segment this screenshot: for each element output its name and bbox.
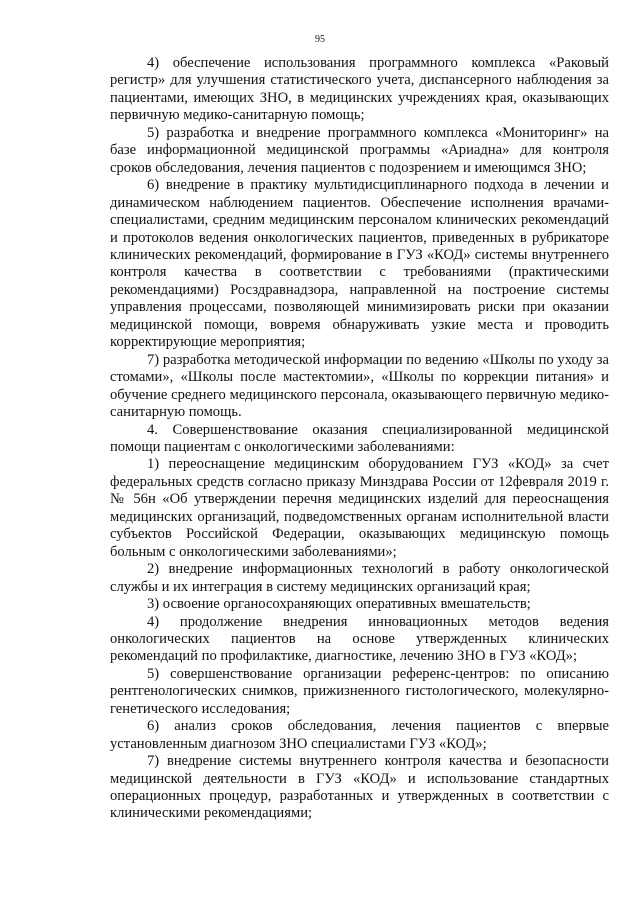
paragraph-item-1-equipment: 1) переоснащение медицинским оборудованием ГУЗ «КОД» за счет федеральных средств согласно приказу Минздрава России от 12февраля 2019 г. № 56н «Об утверждении перечня медицинских изделий для переоснащения медицинских организаций, подведомственных органам исполнительной власти субъектов Российской Федерации, оказывающих медицинскую помощь больным с онкологическими заболеваниями»;: [110, 456, 609, 560]
page-number: 95: [315, 34, 325, 45]
paragraph-item-6-analysis: 6) анализ сроков обследования, лечения пациентов с впервые установленным диагнозом ЗНО специалистами ГУЗ «КОД»;: [110, 718, 609, 752]
paragraph-item-2-it: 2) внедрение информационных технологий в работу онкологической службы и их интеграция в систему медицинских организаций края;: [110, 561, 609, 595]
document-body: [110, 55, 609, 823]
section-heading-4: 4. Совершенствование оказания специализированной медицинской помощи пациентам с онкологическими заболеваниями:: [110, 421, 609, 455]
paragraph-item-7-quality-control: 7) внедрение системы внутреннего контроля качества и безопасности медицинской деятельности в ГУЗ «КОД» и использование стандартных операционных процедур, разработанных и утвержденных в соответствии с клиническими рекомендациями;: [110, 753, 609, 822]
paragraph-item-5-monitoring: 5) разработка и внедрение программного комплекса «Мониторинг» на базе информационной медицинской программы «Ариадна» для контроля сроков обследования, лечения пациентов с подозрением и имеющимся ЗНО;: [110, 124, 609, 176]
paragraph-item-4-innovation: 4) продолжение внедрения инновационных методов ведения онкологических пациентов на основе утвержденных клинических рекомендаций по профилактике, диагностике, лечению ЗНО в ГУЗ «КОД»;: [110, 613, 609, 665]
paragraph-item-7-schools: 7) разработка методической информации по ведению «Школы по уходу за стомами», «Школы после мастектомии», «Школы по коррекции питания» и обучение среднего медицинского персонала, оказывающего первичную медико-санитарную помощь.: [110, 351, 609, 421]
paragraph-item-6-multidisciplinary: 6) внедрение в практику мультидисциплинарного подхода в лечении и динамическом наблюдением пациентов. Обеспечение исполнения врачами-специалистами, средним медицинским персоналом клинических рекомендаций и протоколов ведения онкологических пациентов, приведенных в рубрикаторе клинических рекомендаций, формирование в ГУЗ «КОД» системы внутреннего контроля качества в соответствии с требованиями (практическими рекомендациями) Росздравнадзора, направленной на построение системы управления процессами, позволяющей минимизировать риски при оказании медицинской помощи, вовремя обнаруживать узкие места и проводить корректирующие мероприятия;: [110, 177, 609, 351]
paragraph-item-4-raковый-registr: 4) обеспечение использования программного комплекса «Раковый регистр» для улучшения статистического учета, диспансерного наблюдения за пациентами, имеющих ЗНО, в медицинских учреждениях края, оказывающих первичную медико-санитарную помощь;: [110, 55, 609, 124]
paragraph-item-3-surgery: 3) освоение органосохраняющих оперативных вмешательств;: [147, 596, 531, 613]
paragraph-item-5-reference-centers: 5) совершенствование организации референс-центров: по описанию рентгенологических снимков, прижизненного гистологического, молекулярно-генетического исследования;: [110, 665, 609, 717]
